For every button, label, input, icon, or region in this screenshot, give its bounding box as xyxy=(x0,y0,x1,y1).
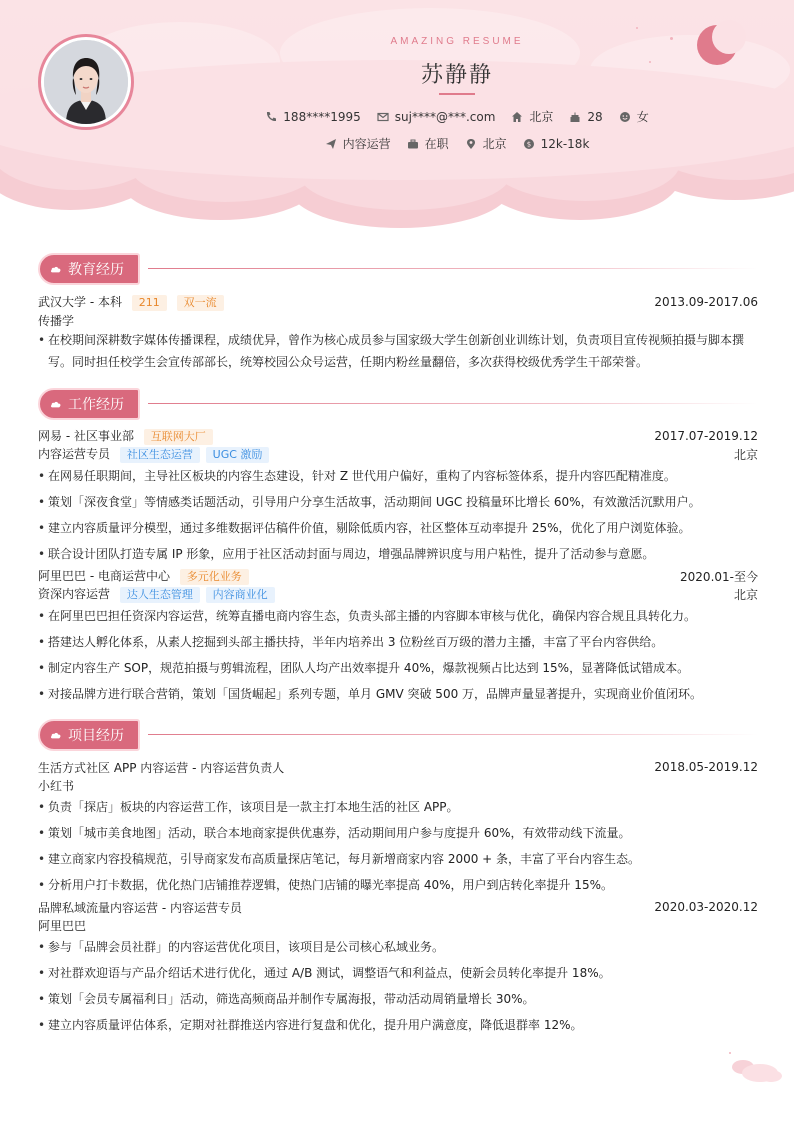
job-city: 北京 xyxy=(733,447,758,462)
position: 内容运营专员 xyxy=(38,447,111,461)
job-intent-row xyxy=(0,135,794,152)
status-info: 在职 xyxy=(407,135,449,152)
skill-tag: UGC 激励 xyxy=(206,447,270,463)
section-divider xyxy=(148,734,758,735)
school-tag: 211 xyxy=(132,295,167,311)
cloud-icon xyxy=(50,263,62,275)
resume-subtitle: AMAZING RESUME xyxy=(390,36,524,47)
briefcase-icon xyxy=(407,138,419,150)
position: 资深内容运营 xyxy=(38,587,111,601)
section-divider xyxy=(148,403,758,404)
project-org: 阿里巴巴 xyxy=(38,918,87,933)
home-icon xyxy=(511,111,523,123)
name-underline xyxy=(439,93,475,95)
project-org: 小红书 xyxy=(38,778,75,793)
email-info: suj****@***.com xyxy=(377,108,496,125)
education-entry-header xyxy=(38,293,758,311)
svg-text:$: $ xyxy=(526,140,531,149)
company-tag: 互联网大厂 xyxy=(144,429,213,445)
major: 传播学 xyxy=(38,313,75,328)
section-divider xyxy=(148,268,758,269)
company-name: 阿里巴巴 - 电商运营中心 xyxy=(38,569,170,583)
list-item: • 联合设计团队打造专属 IP 形象，应用于社区活动封面与周边，增强品牌辨识度与用户粘性，提升了活动参与意愿。 xyxy=(38,541,758,567)
skill-tag: 达人生态管理 xyxy=(120,587,200,603)
school-tag: 双一流 xyxy=(177,295,224,311)
salary-info: $ 12k-18k xyxy=(523,135,590,152)
phone-icon xyxy=(265,111,277,123)
list-item: • 建立商家内容投稿规范，引导商家发布高质量探店笔记，每月新增商家内容 2000 + 条，丰富了平台内容生态。 xyxy=(38,846,758,872)
candidate-name: 苏静静 xyxy=(420,63,493,88)
job-city: 北京 xyxy=(733,587,758,602)
mail-icon xyxy=(377,111,389,123)
job-info: 内容运营 xyxy=(325,135,391,152)
location-pin-icon xyxy=(465,138,477,150)
project-entry xyxy=(38,898,758,1038)
company-name: 网易 - 社区事业部 xyxy=(38,429,134,443)
money-icon xyxy=(523,138,535,150)
list-item: • 建立内容质量评估体系，定期对社群推送内容进行复盘和优化，提升用户满意度，降低退群率 12%。 xyxy=(38,1012,758,1038)
section-badge: 工作经历 xyxy=(38,388,140,420)
school-name: 武汉大学 - 本科 xyxy=(38,295,122,309)
project-header xyxy=(38,758,758,776)
list-item: • 对接品牌方进行联合营销，策划「国货崛起」系列专题，单月 GMV 突破 500 万，品牌声量显著提升，实现商业价值闭环。 xyxy=(38,681,758,707)
education-date: 2013.09-2017.06 xyxy=(654,295,758,309)
list-item: • 在阿里巴巴担任资深内容运营，统筹直播电商内容生态，负责头部主播的内容脚本审核与优化，确保内容合规且具转化力。 xyxy=(38,603,758,629)
list-item: • 对社群欢迎语与产品介绍话术进行优化，通过 A/B 测试，调整语气和利益点，使新会员转化率提升 18%。 xyxy=(38,960,758,986)
education-section xyxy=(38,253,758,373)
project-bullets xyxy=(38,794,758,898)
cloud-icon xyxy=(50,398,62,410)
project-name: 生活方式社区 APP 内容运营 - 内容运营负责人 xyxy=(38,760,285,775)
job-subheader xyxy=(38,585,758,603)
section-header xyxy=(38,719,758,751)
job-entry xyxy=(38,567,758,707)
job-bullets xyxy=(38,603,758,707)
project-date: 2018.05-2019.12 xyxy=(654,760,758,774)
cloud-icon xyxy=(50,729,62,741)
list-item: • 制定内容生产 SOP，规范拍摄与剪辑流程，团队人均产出效率提升 40%，爆款视频占比达到 15%，显著降低试错成本。 xyxy=(38,655,758,681)
skill-tag: 社区生态运营 xyxy=(120,447,200,463)
company-tag: 多元化业务 xyxy=(180,569,249,585)
project-bullets xyxy=(38,934,758,1038)
job-bullets xyxy=(38,463,758,567)
gender-info: 女 xyxy=(619,108,649,125)
list-item: • 建立内容质量评分模型，通过多维数据评估稿件价值，剔除低质内容，社区整体互动率提升 25%，优化了用户浏览体验。 xyxy=(38,515,758,541)
target-city-info: 北京 xyxy=(465,135,507,152)
job-subheader xyxy=(38,445,758,463)
projects-section xyxy=(38,719,758,1038)
project-header xyxy=(38,898,758,916)
smile-icon xyxy=(619,111,631,123)
list-item: • 策划「城市美食地图」活动，联合本地商家提供优惠券，活动期间用户参与度提升 60%，有效带动线下流量。 xyxy=(38,820,758,846)
job-header xyxy=(38,427,758,445)
job-date: 2017.07-2019.12 xyxy=(654,429,758,443)
list-item: • 搭建达人孵化体系，从素人挖掘到头部主播扶持，半年内培养出 3 位粉丝百万级的潜力主播，丰富了平台内容供给。 xyxy=(38,629,758,655)
list-item: • 负责「探店」板块的内容运营工作，该项目是一款主打本地生活的社区 APP。 xyxy=(38,794,758,820)
education-details xyxy=(38,329,758,373)
section-badge: 项目经历 xyxy=(38,719,140,751)
list-item: • 参与「品牌会员社群」的内容运营优化项目，该项目是公司核心私域业务。 xyxy=(38,934,758,960)
list-item: • 策划「会员专属福利日」活动，筛选高频商品并制作专属海报，带动活动周销量增长 30%。 xyxy=(38,986,758,1012)
skill-tag: 内容商业化 xyxy=(206,587,275,603)
project-date: 2020.03-2020.12 xyxy=(654,900,758,914)
work-section xyxy=(38,388,758,707)
contact-info-row xyxy=(0,108,794,125)
cake-icon xyxy=(569,111,581,123)
job-entry xyxy=(38,427,758,567)
section-header xyxy=(38,253,758,285)
job-header xyxy=(38,567,758,585)
phone-info: 188****1995 xyxy=(265,108,360,125)
age-info: 28 xyxy=(569,108,602,125)
project-entry xyxy=(38,758,758,898)
list-item: • 策划「深夜食堂」等情感类话题活动，引导用户分享生活故事，活动期间 UGC 投稿量环比增长 60%，有效激活沉默用户。 xyxy=(38,489,758,515)
send-icon xyxy=(325,138,337,150)
list-item: • 在网易任职期间，主导社区板块的内容生态建设，针对 Z 世代用户偏好，重构了内容标签体系，提升内容匹配精准度。 xyxy=(38,463,758,489)
job-date: 2020.01-至今 xyxy=(680,569,758,584)
list-item: • 分析用户打卡数据，优化热门店铺推荐逻辑，使热门店铺的曝光率提高 40%，用户到店转化率提升 15%。 xyxy=(38,872,758,898)
project-name: 品牌私域流量内容运营 - 内容运营专员 xyxy=(38,900,242,915)
section-badge: 教育经历 xyxy=(38,253,140,285)
list-item: • 在校期间深耕数字媒体传播课程，成绩优异，曾作为核心成员参与国家级大学生创新创业训练计划，负责项目宣传视频拍摄与脚本撰 写。同时担任校学生会宣传部部长，统筹校园公众号运营，任期内粉丝量翻倍，多次获得校级优秀学生干部荣誉。 xyxy=(38,329,758,373)
city-info: 北京 xyxy=(511,108,553,125)
section-header xyxy=(38,388,758,420)
